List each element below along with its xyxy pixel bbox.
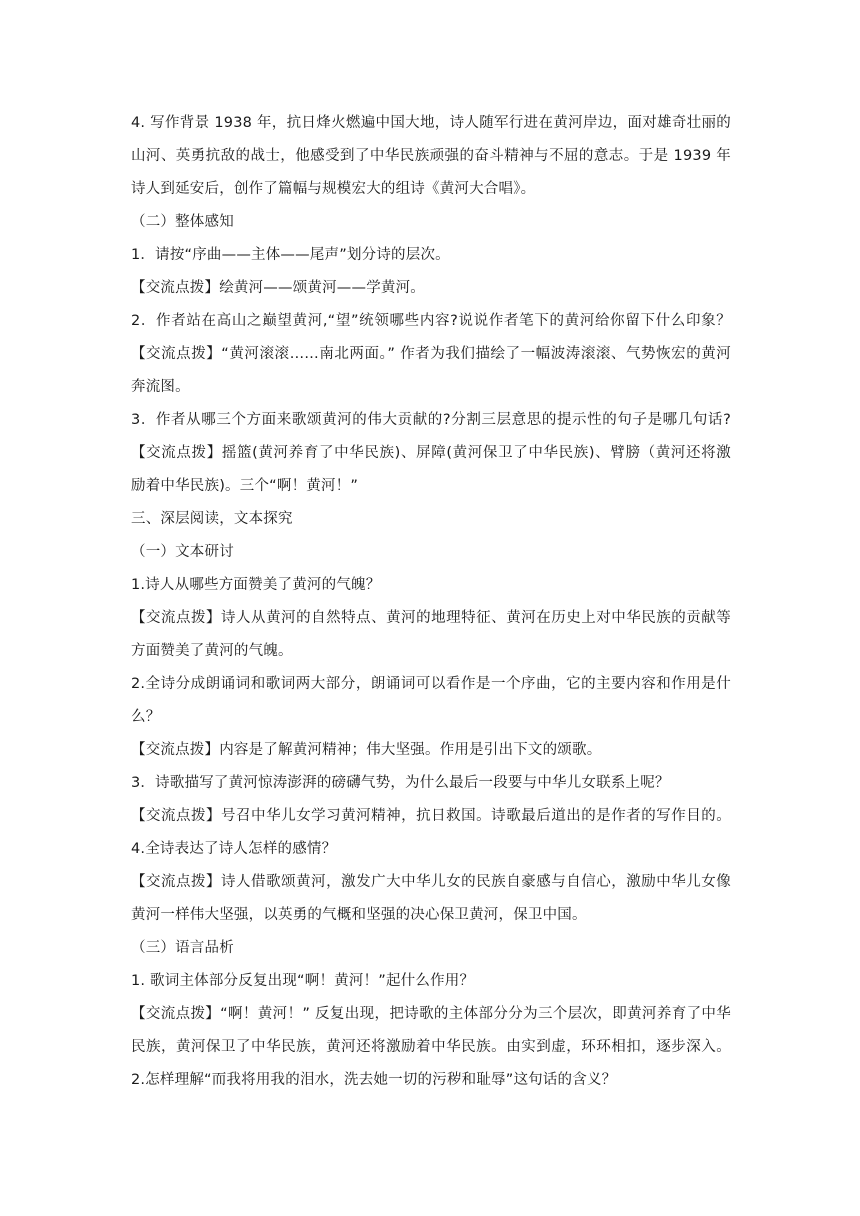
question-line: 2.怎样理解“而我将用我的泪水，洗去她一切的污秽和耻辱”这句话的含义？ <box>131 1072 617 1088</box>
section-heading: 三、深层阅读，文本探究 <box>131 511 293 527</box>
paragraph-line: 诗人到延安后，创作了篇幅与规模宏大的组诗《黄河大合唱》。 <box>131 181 536 197</box>
question-line: 3．作者从哪三个方面来歌颂黄河的伟大贡献的?分割三层意思的提示性的句子是哪几句话? <box>131 412 731 428</box>
question-line: 1．请按“序曲——主体——尾声”划分诗的层次。 <box>131 247 450 263</box>
answer-line: 黄河一样伟大坚强，以英勇的气概和坚强的决心保卫黄河，保卫中国。 <box>131 907 587 923</box>
answer-line: 【交流点拨】诗人借歌颂黄河，激发广大中华儿女的民族自豪感与自信心，激励中华儿女像 <box>131 874 731 890</box>
answer-line: 【交流点拨】内容是了解黄河精神；伟大坚强。作用是引出下文的颂歌。 <box>131 742 602 758</box>
section-heading: （三）语言品析 <box>131 940 234 956</box>
question-line: 1. 歌词主体部分反复出现“啊！黄河！”起什么作用？ <box>131 973 475 989</box>
answer-line: 方面赞美了黄河的气魄。 <box>131 643 293 659</box>
answer-line: 【交流点拨】号召中华儿女学习黄河精神，抗日救国。诗歌最后道出的是作者的写作目的。 <box>131 808 731 824</box>
answer-line: 【交流点拨】绘黄河——颂黄河——学黄河。 <box>131 280 425 296</box>
section-heading: （一）文本研讨 <box>131 544 234 560</box>
question-line: 2．作者站在高山之巅望黄河,“望”统领哪些内容?说说作者笔下的黄河给你留下什么印象？ <box>131 313 731 329</box>
paragraph-line: 山河、英勇抗敌的战士，他感受到了中华民族顽强的奋斗精神与不屈的意志。于是 1939 年 <box>131 148 731 164</box>
answer-line: 【交流点拨】摇篮(黄河养育了中华民族)、屏障(黄河保卫了中华民族)、臂膀（黄河还将激 <box>131 445 731 461</box>
answer-line: 励着中华民族)。三个“啊！黄河！” <box>131 478 359 494</box>
question-line: 2.全诗分成朗诵词和歌词两大部分，朗诵词可以看作是一个序曲，它的主要内容和作用是什 <box>131 676 731 692</box>
question-line: 3．诗歌描写了黄河惊涛澎湃的磅礴气势，为什么最后一段要与中华儿女联系上呢？ <box>131 775 670 791</box>
paragraph-line: 4. 写作背景 1938 年，抗日烽火燃遍中国大地，诗人随军行进在黄河岸边，面对雄奇壮丽的 <box>131 115 731 131</box>
answer-line: 民族，黄河保卫了中华民族，黄河还将激励着中华民族。由实到虚，环环相扣，逐步深入。 <box>131 1039 731 1055</box>
question-line: 么？ <box>131 709 161 725</box>
question-line: 1.诗人从哪些方面赞美了黄河的气魄？ <box>131 577 381 593</box>
section-heading: （二）整体感知 <box>131 214 234 230</box>
answer-line: 【交流点拨】诗人从黄河的自然特点、黄河的地理特征、黄河在历史上对中华民族的贡献等 <box>131 610 731 626</box>
question-line: 4.全诗表达了诗人怎样的感情？ <box>131 841 337 857</box>
answer-line: 【交流点拨】“黄河滚滚……南北两面。” 作者为我们描绘了一幅波涛滚滚、气势恢宏的黄河 <box>131 346 731 362</box>
answer-line: 奔流图。 <box>131 379 190 395</box>
answer-line: 【交流点拨】“啊！黄河！” 反复出现，把诗歌的主体部分分为三个层次，即黄河养育了中华 <box>131 1006 731 1022</box>
document-body <box>131 107 731 1097</box>
